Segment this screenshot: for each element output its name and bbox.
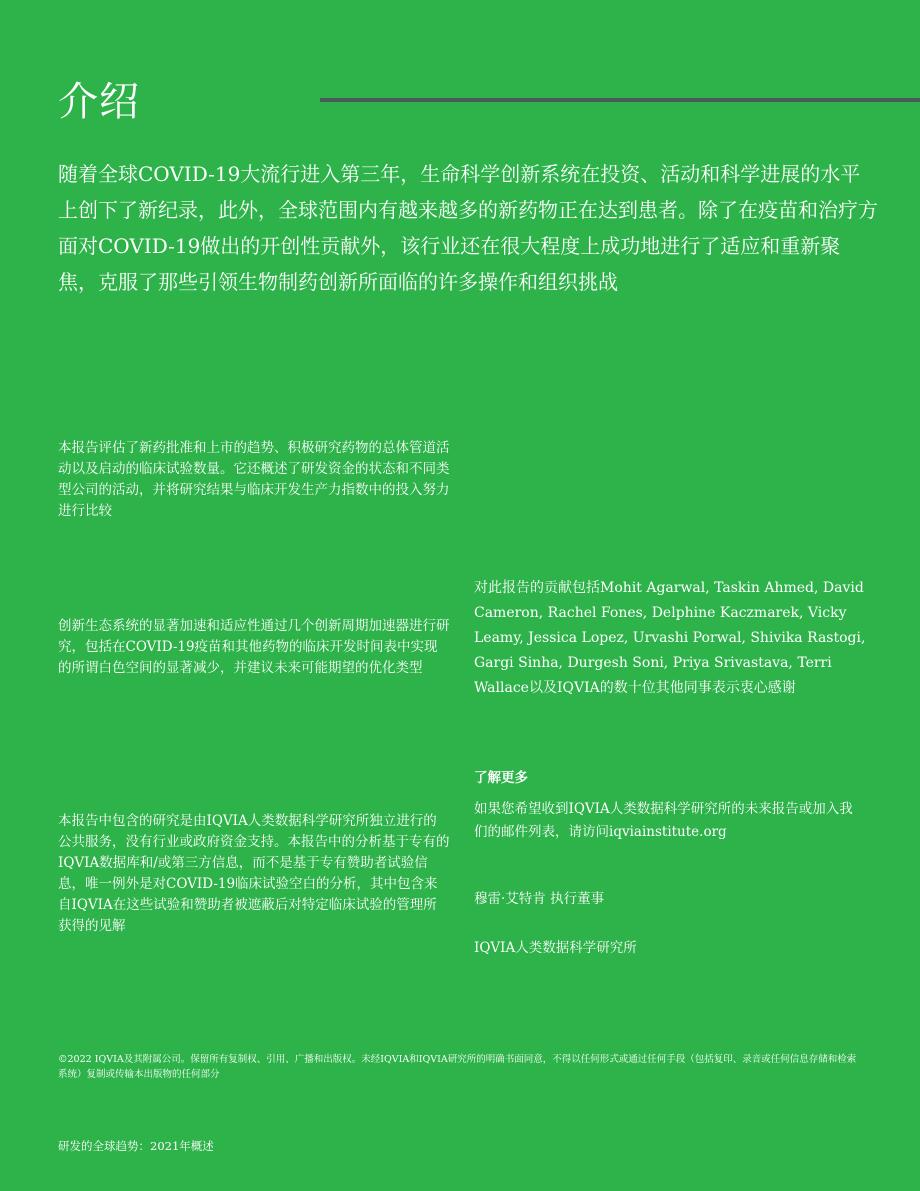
signature-name-title: 穆雷·艾特肯 执行董事 <box>474 891 605 907</box>
learn-more-heading: 了解更多 <box>474 770 528 786</box>
research-independence-paragraph: 本报告中包含的研究是由IQVIA人类数据科学研究所独立进行的公共服务，没有行业或政府资金支持。本报告中的分析基于专有的IQVIA数据库和/或第三方信息，而不是基于专有赞助者试验信息，唯一例外是对COVID-19临床试验空白的分析，其中包含来自IQVIA在这些试验和赞助者被遮蔽后对特定临床试验的管理所获得的见解 <box>58 813 450 934</box>
contributors-acknowledgement: 对此报告的贡献包括Mohit Agarwal, Taskin Ahmed, David Cameron, Rachel Fones, Delphine Kaczmarek, Vicky Leamy, Jessica Lopez, Urvashi Porwal, Shivika Rastogi, Gargi Sinha, Durgesh Soni, Priya Srivastava, Terri Wallace以及IQVIA的数十位其他同事表示衷心感谢 <box>474 580 866 696</box>
report-scope-paragraph: 本报告评估了新药批准和上市的趋势、积极研究药物的总体管道活动以及启动的临床试验数量。它还概述了研发资金的状态和不同类型公司的活动，并将研究结果与临床开发生产力指数中的投入努力进行比较 <box>58 440 450 519</box>
page-title: 介绍 <box>58 79 140 125</box>
signature-institute: IQVIA人类数据科学研究所 <box>474 940 637 956</box>
page-footer: 研发的全球趋势：2021年概述 <box>58 1139 214 1153</box>
copyright-notice: ©2022 IQVIA及其附属公司。保留所有复制权、引用、广播和出版权。未经IQVIA和IQVIA研究所的明确书面同意，不得以任何形式或通过任何手段（包括复印、录音或任何信息存储和检索系统）复制或传输本出版物的任何部分 <box>58 1054 857 1080</box>
intro-lead-paragraph: 随着全球COVID-19大流行进入第三年，生命科学创新系统在投资、活动和科学进展的水平上创下了新纪录，此外，全球范围内有越来越多的新药物正在达到患者。除了在疫苗和治疗方面对COVID-19做出的开创性贡献外，该行业还在很大程度上成功地进行了适应和重新聚焦，克服了那些引领生物制药创新所面临的许多操作和组织挑战 <box>58 162 878 294</box>
innovation-cycle-paragraph: 创新生态系统的显著加速和适应性通过几个创新周期加速器进行研究，包括在COVID-19疫苗和其他药物的临床开发时间表中实现的所谓白色空间的显著减少，并建议未来可能期望的优化类型 <box>58 618 450 676</box>
title-divider <box>320 98 920 102</box>
learn-more-text: 如果您希望收到IQVIA人类数据科学研究所的未来报告或加入我们的邮件列表，请访问iqviainstitute.org <box>474 801 853 840</box>
